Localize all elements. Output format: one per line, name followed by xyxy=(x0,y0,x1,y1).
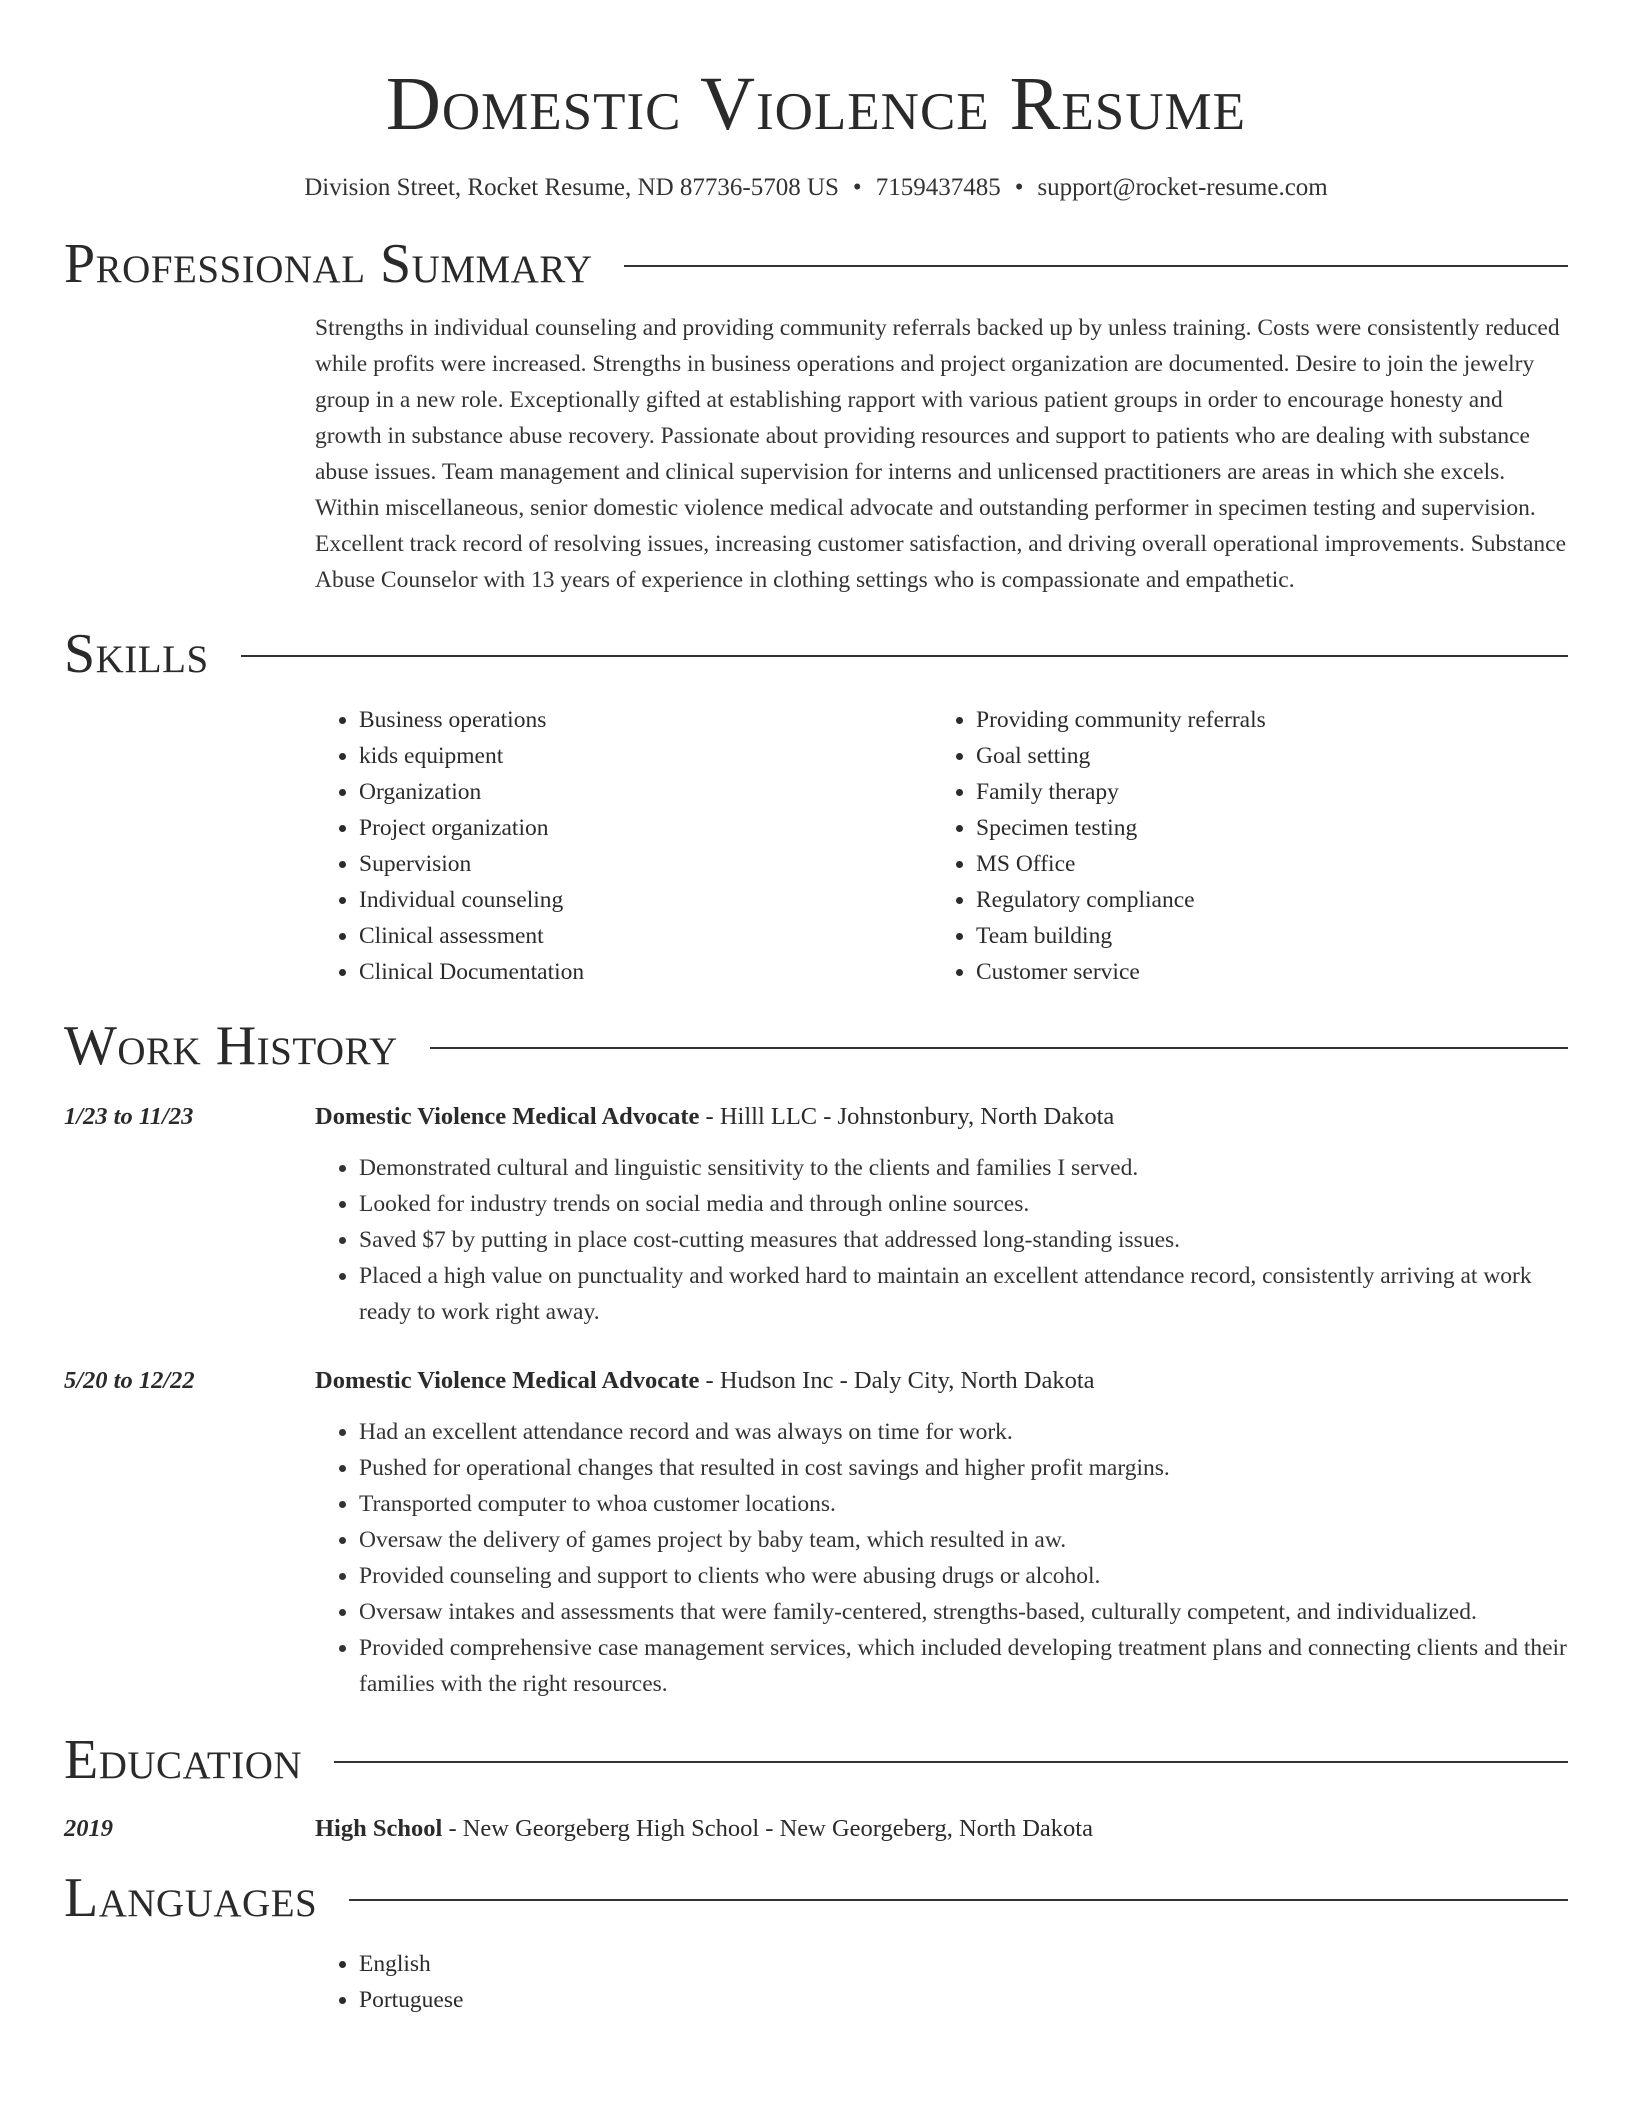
section-title-education: Education xyxy=(64,1729,303,1791)
languages-list xyxy=(315,1946,1568,2018)
skill-item: • Business operations xyxy=(359,702,932,738)
job-bullet: • Provided comprehensive case management services, which included developing treatment plans and connecting clients and their families with the right resources. xyxy=(359,1630,1568,1702)
skill-item: • Regulatory compliance xyxy=(976,882,1549,918)
skill-item: • kids equipment xyxy=(359,738,932,774)
job-bullets xyxy=(315,1150,1568,1330)
work-entry xyxy=(64,1364,1568,1702)
skill-item: • Team building xyxy=(976,918,1549,954)
section-title-languages: Languages xyxy=(64,1867,318,1929)
education-heading xyxy=(315,1812,1093,1846)
skill-item: • Organization xyxy=(359,774,932,810)
skill-item: • Providing community referrals xyxy=(976,702,1549,738)
contact-email: support@rocket-resume.com xyxy=(1037,174,1328,201)
job-bullet: • Looked for industry trends on social media and through online sources. xyxy=(359,1186,1568,1222)
section-title-work: Work History xyxy=(64,1015,398,1077)
job-bullet: • Pushed for operational changes that resulted in cost savings and higher profit margins. xyxy=(359,1450,1568,1486)
education-year: 2019 xyxy=(64,1815,113,1842)
education-entry xyxy=(64,1812,1568,1846)
skill-item: • Clinical assessment xyxy=(359,918,932,954)
skill-item: • Specimen testing xyxy=(976,810,1549,846)
section-divider xyxy=(334,1761,1568,1763)
section-title-skills: Skills xyxy=(64,623,209,685)
skills-list xyxy=(315,702,1568,990)
contact-separator: • xyxy=(852,174,862,201)
section-divider xyxy=(430,1047,1568,1049)
job-title: Domestic Violence Medical Advocate xyxy=(315,1367,700,1394)
section-header-education xyxy=(64,1728,1568,1792)
contact-address: Division Street, Rocket Resume, ND 87736-5708 US xyxy=(304,174,839,201)
resume-page xyxy=(64,0,1568,2018)
skills-column-right xyxy=(932,702,1549,990)
job-bullets xyxy=(315,1414,1568,1702)
job-bullet: • Demonstrated cultural and linguistic sensitivity to the clients and families I served. xyxy=(359,1150,1568,1186)
skill-item: • Individual counseling xyxy=(359,882,932,918)
section-header-summary xyxy=(64,232,1568,296)
skill-item: • Supervision xyxy=(359,846,932,882)
education-school: - New Georgeberg High School - New Georgeberg, North Dakota xyxy=(442,1815,1093,1842)
job-bullet: • Had an excellent attendance record and was always on time for work. xyxy=(359,1414,1568,1450)
job-company: - Hudson Inc - Daly City, North Dakota xyxy=(699,1367,1095,1394)
skill-item: • Clinical Documentation xyxy=(359,954,932,990)
job-bullet: • Placed a high value on punctuality and worked hard to maintain an excellent attendance record, consistently arriving at work ready to work right away. xyxy=(359,1258,1568,1330)
job-bullet: • Saved $7 by putting in place cost-cutting measures that addressed long-standing issues. xyxy=(359,1222,1568,1258)
job-heading xyxy=(315,1364,1095,1398)
section-title-summary: Professional Summary xyxy=(64,233,593,295)
language-item: • Portuguese xyxy=(359,1982,1568,2018)
section-header-languages xyxy=(64,1866,1568,1930)
job-dates: 1/23 to 11/23 xyxy=(64,1103,194,1130)
skills-column-left xyxy=(315,702,932,990)
resume-name: Domestic Violence Resume xyxy=(385,62,1246,146)
job-bullet: • Transported computer to whoa customer locations. xyxy=(359,1486,1568,1522)
section-divider xyxy=(624,265,1568,267)
skill-item: • Family therapy xyxy=(976,774,1549,810)
job-dates: 5/20 to 12/22 xyxy=(64,1367,195,1394)
language-item: • English xyxy=(359,1946,1568,1982)
skill-item: • Goal setting xyxy=(976,738,1549,774)
skill-item: • Customer service xyxy=(976,954,1549,990)
contact-line xyxy=(64,172,1568,204)
contact-separator: • xyxy=(1014,174,1024,201)
education-degree: High School xyxy=(315,1815,443,1842)
contact-phone: 7159437485 xyxy=(875,174,1001,201)
job-bullet: • Oversaw the delivery of games project by baby team, which resulted in aw. xyxy=(359,1522,1568,1558)
summary-text: Strengths in individual counseling and providing community referrals backed up by unless training. Costs were consistently reduced while profits were increased. Strengths in business operations and project organization are documented. Desire to join the jewelry group in a new role. Exceptionally gifted at establishing rapport with various patient groups in order to encourage honesty and growth in substance abuse recovery. Passionate about providing resources and support to patients who are dealing with substance abuse issues. Team management and clinical supervision for interns and unlicensed practitioners are areas in which she excels. Within miscellaneous, senior domestic violence medical advocate and outstanding performer in specimen testing and supervision. Excellent track record of resolving issues, increasing customer satisfaction, and driving overall operational improvements. Substance Abuse Counselor with 13 years of experience in clothing settings who is compassionate and empathetic. xyxy=(315,315,1566,593)
section-header-work xyxy=(64,1014,1568,1078)
job-bullet: • Provided counseling and support to clients who were abusing drugs or alcohol. xyxy=(359,1558,1568,1594)
work-entry xyxy=(64,1100,1568,1330)
section-header-skills xyxy=(64,622,1568,686)
job-bullet: • Oversaw intakes and assessments that were family-centered, strengths-based, culturally competent, and individualized. xyxy=(359,1594,1568,1630)
skill-item: • MS Office xyxy=(976,846,1549,882)
job-heading xyxy=(315,1100,1114,1134)
job-company: - Hilll LLC - Johnstonbury, North Dakota xyxy=(699,1103,1115,1130)
skill-item: • Project organization xyxy=(359,810,932,846)
section-divider xyxy=(241,655,1568,657)
section-divider xyxy=(349,1899,1568,1901)
job-title: Domestic Violence Medical Advocate xyxy=(315,1103,700,1130)
